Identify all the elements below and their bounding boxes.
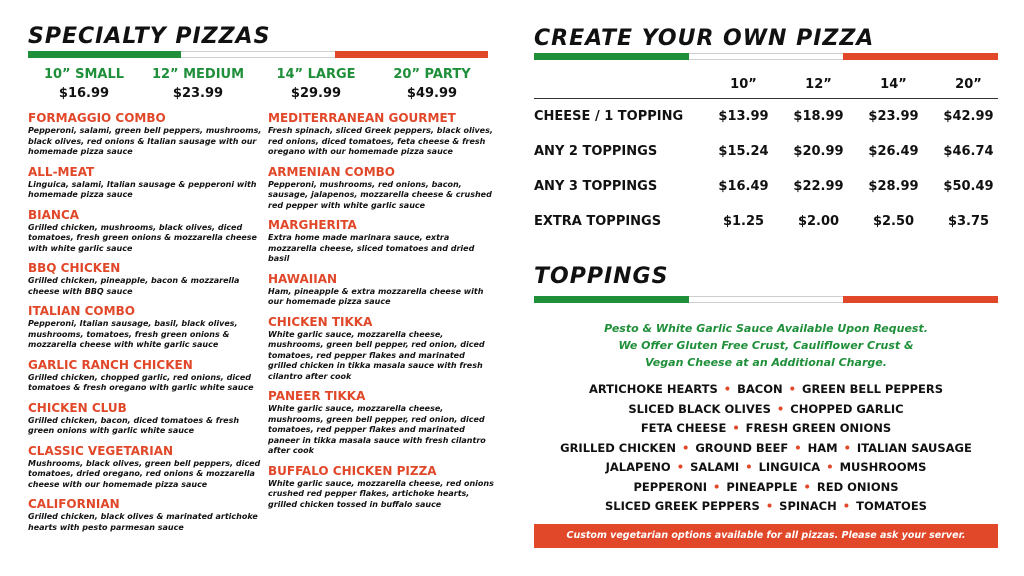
bullet-separator: • [732, 421, 740, 435]
pizza-name: MEDITERRANEAN GOURMET [268, 111, 456, 125]
topping-item: CHOPPED GARLIC [790, 401, 904, 416]
pizza-name: CLASSIC VEGETARIAN [28, 443, 174, 458]
row-label: ANY 3 TOPPINGS [534, 179, 658, 194]
pizza-item [28, 208, 264, 255]
topping-item: MUSHROOMS [839, 460, 927, 474]
price-cell: $46.74 [943, 144, 994, 159]
topping-item: GRILLED CHICKEN [560, 440, 676, 455]
pizza-description: Pepperoni, salami, green bell peppers, mushrooms, black olives, red onions & Italian sausage with our homemade pizza sauce [28, 126, 262, 156]
topping-item: SPINACH [779, 499, 837, 513]
bullet-separator: • [723, 382, 732, 396]
create-title: CREATE YOUR OWN PIZZA [534, 26, 875, 51]
bullet-separator: • [745, 460, 753, 474]
price-cell: $13.99 [718, 109, 769, 124]
price-cell: $26.49 [868, 144, 919, 159]
pizza-description: Grilled chicken, mushrooms, black olives, diced tomatoes, fresh green onions & mozzarella cheese with white garlic sauce [28, 222, 257, 253]
topping-item: PEPPERONI [633, 479, 708, 494]
bullet-separator: • [788, 382, 796, 396]
topping-item: GROUND BEEF [695, 440, 789, 455]
pizza-item [268, 111, 494, 158]
size-header: 12” [805, 77, 832, 92]
size-name: 10” SMALL [43, 67, 125, 82]
pizza-description: Extra home made marinara sauce, extra mozzarella cheese, sliced tomatoes and dried basil [268, 233, 475, 263]
pizza-name: BBQ CHICKEN [28, 261, 121, 275]
pizza-item [28, 358, 264, 394]
topping-item: HAM [807, 440, 838, 455]
table-row [534, 99, 1006, 134]
price-table [534, 77, 1006, 239]
price-cell: $2.00 [797, 214, 840, 229]
topping-item: BACON [737, 382, 783, 396]
pizza-description: Pepperoni, Italian sausage, basil, black olives, mushrooms, tomatoes, fresh green onions & mozzarella cheese with white garlic sauce [28, 319, 238, 349]
topping-row [534, 380, 998, 400]
pizza-item [268, 315, 494, 383]
pizza-name: ITALIAN COMBO [28, 304, 135, 318]
bullet-separator: • [681, 440, 690, 455]
bullet-separator: • [803, 479, 811, 494]
topping-item: FRESH GREEN ONIONS [745, 421, 892, 435]
topping-row [534, 497, 998, 517]
pizza-description: Fresh spinach, sliced Greek peppers, black olives, red onions, diced tomatoes, feta cheese & fresh oregano with our homemade pizza sauce [268, 126, 493, 156]
pizza-name: HAWAIIAN [268, 271, 338, 286]
table-row [534, 204, 1006, 239]
pizza-name: BIANCA [28, 207, 80, 222]
pizza-description: Grilled chicken, chopped garlic, red onions, diced tomatoes & fresh oregano with garlic white sauce [28, 372, 254, 392]
price-table-rule [534, 98, 998, 99]
pizza-item [268, 272, 494, 308]
pizza-item [268, 165, 494, 212]
size-header: 10” [730, 77, 757, 92]
price-cell: $23.99 [868, 109, 919, 124]
pizza-name: ARMENIAN COMBO [268, 164, 395, 179]
price-cell: $3.75 [947, 214, 990, 229]
price-cell: $50.49 [943, 179, 994, 194]
topping-item: SLICED BLACK OLIVES [628, 401, 771, 416]
size-price: $23.99 [172, 86, 224, 101]
tricolor-divider [534, 53, 998, 60]
topping-row [534, 478, 998, 498]
topping-row [534, 458, 998, 478]
specialty-right-column [268, 111, 494, 517]
pizza-description: Ham, pineapple & extra mozzarella cheese with our homemade pizza sauce [268, 286, 484, 306]
row-label: CHEESE / 1 TOPPING [534, 109, 684, 124]
size-header: 20” [955, 77, 982, 92]
pizza-description: Grilled chicken, black olives & marinated artichoke hearts with pesto parmesan sauce [28, 512, 258, 532]
bullet-separator: • [765, 499, 774, 513]
price-cell: $22.99 [793, 179, 844, 194]
row-label: EXTRA TOPPINGS [534, 214, 662, 229]
bullet-separator: • [713, 479, 721, 494]
pizza-item [268, 464, 494, 511]
pizza-item [268, 218, 494, 265]
size-option [260, 67, 372, 101]
toppings-notes [534, 320, 998, 371]
topping-item: PINEAPPLE [726, 479, 798, 494]
pizza-item [28, 165, 264, 201]
price-cell: $15.24 [718, 144, 769, 159]
price-table-corner [534, 77, 706, 99]
pizza-description: Mushrooms, black olives, green bell peppers, diced tomatoes, dried oregano, red onions & mozzarella cheese with our homemade pizza sauce [28, 458, 261, 489]
pizza-description: Grilled chicken, pineapple, bacon & mozzarella cheese with BBQ sauce [28, 276, 240, 296]
topping-row [534, 419, 998, 439]
table-row [534, 134, 1006, 169]
topping-item: RED ONIONS [816, 479, 899, 494]
size-option [28, 67, 140, 101]
price-cell: $42.99 [943, 109, 994, 124]
pizza-name: FORMAGGIO COMBO [28, 111, 166, 125]
size-price: $16.99 [58, 86, 110, 101]
size-header: 14” [880, 77, 907, 92]
pizza-name: CHICKEN TIKKA [268, 314, 373, 329]
price-cell: $16.49 [718, 179, 769, 194]
bullet-separator: • [794, 440, 802, 455]
topping-item: FETA CHEESE [640, 421, 727, 435]
note-line: Vegan Cheese at an Additional Charge. [645, 356, 887, 369]
toppings-title: TOPPINGS [534, 264, 669, 289]
price-cell: $18.99 [793, 109, 844, 124]
topping-item: SALAMI [690, 460, 740, 474]
toppings-list [534, 380, 998, 517]
bullet-separator: • [826, 460, 834, 474]
topping-item: ITALIAN SAUSAGE [856, 440, 972, 455]
bullet-separator: • [776, 401, 785, 416]
pizza-name: MARGHERITA [268, 218, 357, 232]
size-price: $49.99 [406, 86, 458, 101]
pizza-item [28, 444, 264, 491]
pizza-name: BUFFALO CHICKEN PIZZA [268, 463, 437, 478]
pizza-item [28, 111, 264, 158]
topping-item: JALAPENO [605, 460, 671, 474]
pizza-name: PANEER TIKKA [268, 389, 366, 403]
specialty-left-column [28, 111, 264, 540]
tricolor-divider [28, 51, 488, 58]
pizza-description: Linguica, salami, Italian sausage & pepperoni with homemade pizza sauce [28, 179, 257, 199]
pizza-description: Pepperoni, mushrooms, red onions, bacon, sausage, jalapenos, mozzarella cheese & crushed red pepper with white garlic sauce [268, 179, 492, 210]
pizza-description: White garlic sauce, mozzarella cheese, red onions crushed red pepper flakes, artichoke hearts, grilled chicken tossed in buffalo sauce [268, 478, 494, 509]
size-name: 12” MEDIUM [151, 67, 245, 82]
pizza-item [28, 304, 264, 351]
bullet-separator: • [676, 460, 685, 474]
bullet-separator: • [843, 440, 851, 455]
topping-row [534, 400, 998, 420]
pizza-name: GARLIC RANCH CHICKEN [28, 357, 193, 372]
size-name: 20” PARTY [393, 67, 471, 82]
size-price: $29.99 [290, 86, 342, 101]
pizza-item [268, 389, 494, 457]
topping-item: ARTICHOKE HEARTS [588, 382, 718, 396]
row-label: ANY 2 TOPPINGS [534, 144, 658, 159]
footer-banner: Custom vegetarian options available for all pizzas. Please ask your server. [534, 524, 998, 548]
pizza-item [28, 497, 264, 533]
pizza-name: CALIFORNIAN [28, 497, 120, 511]
size-option [142, 67, 254, 101]
price-cell: $20.99 [793, 144, 844, 159]
price-cell: $1.25 [722, 214, 765, 229]
bullet-separator: • [842, 499, 851, 513]
pizza-name: ALL-MEAT [28, 164, 95, 179]
price-cell: $2.50 [872, 214, 915, 229]
pizza-description: White garlic sauce, mozzarella cheese, mushrooms, green bell pepper, red onion, diced tomatoes, red pepper flakes and marinated paneer in tikka masala sauce with fresh cilantro after cook [268, 404, 486, 455]
note-line: We Offer Gluten Free Crust, Cauliflower Crust & [618, 339, 914, 352]
size-option [376, 67, 488, 101]
price-cell: $28.99 [868, 179, 919, 194]
note-line: Pesto & White Garlic Sauce Available Upon Request. [604, 322, 928, 335]
topping-row [534, 439, 998, 459]
size-name: 14” LARGE [276, 67, 356, 82]
pizza-item [28, 261, 264, 297]
specialty-title: SPECIALTY PIZZAS [28, 24, 271, 49]
pizza-description: White garlic sauce, mozzarella cheese, mushrooms, green bell pepper, red onion, diced tomatoes, red pepper flakes and marinated grilled chicken in tikka masala sauce with fresh cilantro after cook [268, 329, 485, 381]
tricolor-divider [534, 296, 998, 303]
pizza-name: CHICKEN CLUB [28, 400, 127, 415]
topping-item: GREEN BELL PEPPERS [802, 382, 944, 396]
topping-item: SLICED GREEK PEPPERS [605, 499, 760, 513]
topping-item: TOMATOES [856, 499, 927, 513]
pizza-description: Grilled chicken, bacon, diced tomatoes & fresh green onions with garlic white sauce [28, 415, 240, 435]
table-row [534, 169, 1006, 204]
pizza-item [28, 401, 264, 437]
topping-item: LINGUICA [758, 460, 821, 474]
